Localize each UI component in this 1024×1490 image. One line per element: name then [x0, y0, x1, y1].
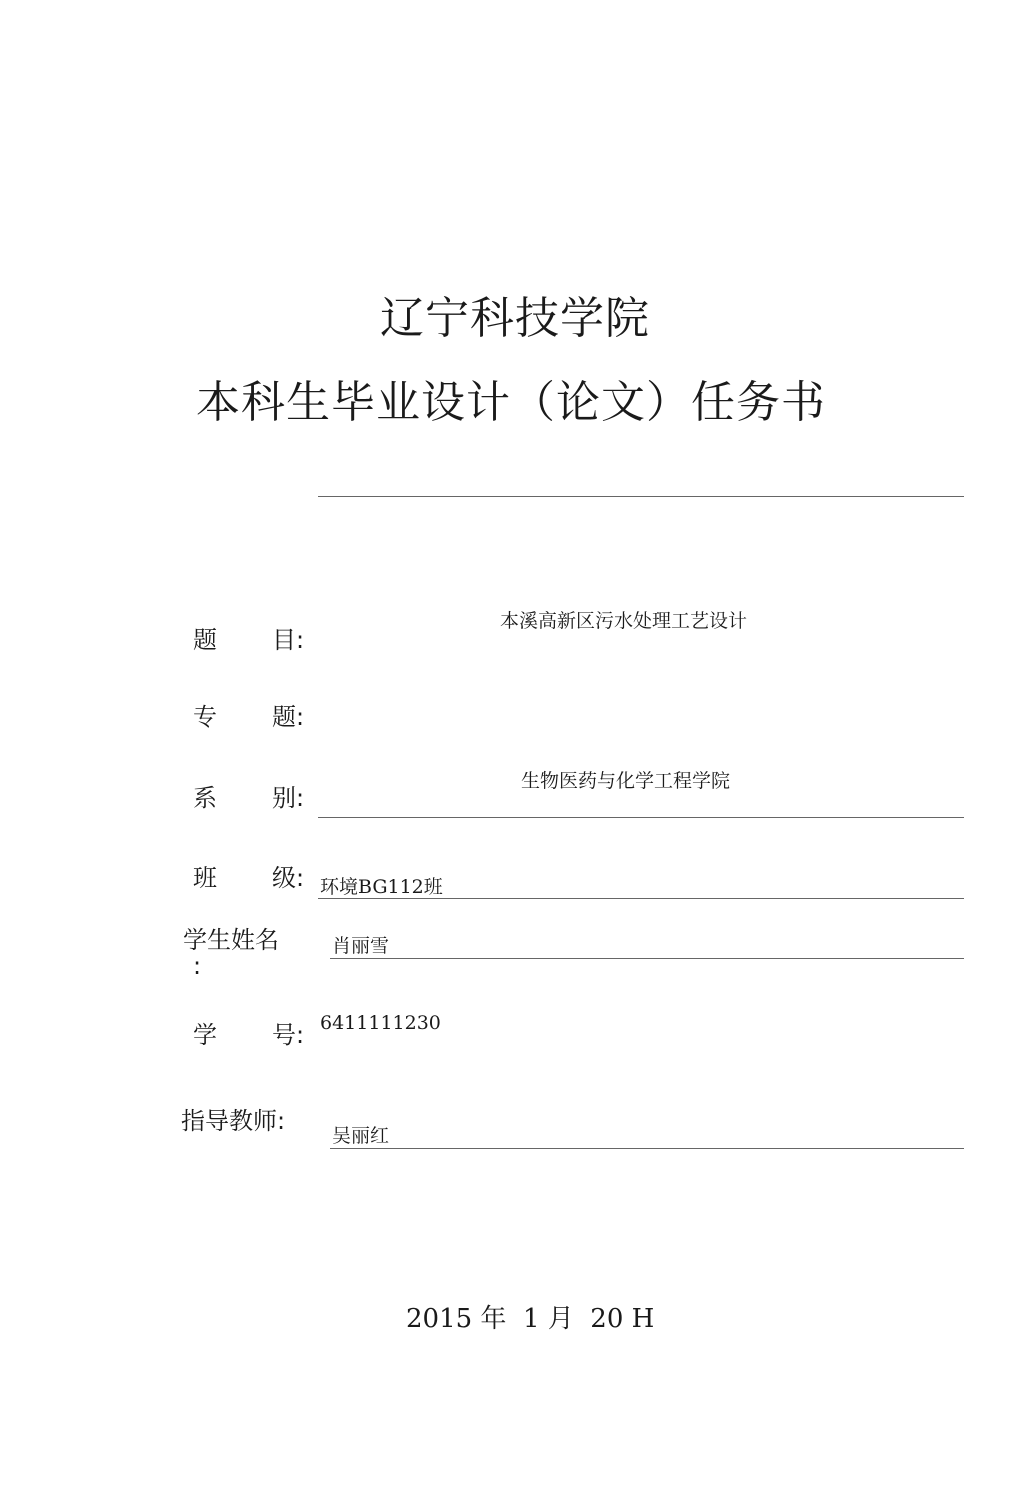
student-id-value: 6411111230 — [320, 1012, 441, 1034]
student-id-label-char2: 号: — [272, 1021, 305, 1049]
department-label-char2: 别: — [272, 784, 305, 812]
department-label-char1: 系 — [193, 784, 217, 812]
school-name: 辽宁科技学院 — [380, 293, 650, 344]
class-underline — [318, 898, 964, 899]
student-name-value: 肖丽雪 — [332, 935, 390, 957]
department-value: 生物医药与化学工程学院 — [521, 770, 731, 792]
header-divider — [318, 496, 964, 497]
class-value: 环境BG112班 — [320, 876, 443, 898]
special-label-char2: 题: — [272, 703, 305, 731]
topic-label-char2: 目: — [272, 626, 305, 654]
topic-value: 本溪高新区污水处理工艺设计 — [500, 610, 748, 632]
student-name-label: 学生姓名 — [183, 926, 279, 954]
topic-label-char1: 题 — [193, 626, 217, 654]
document-title: 本科生毕业设计（论文）任务书 — [196, 377, 826, 428]
issue-date: 2015 年 1 月 20 H — [406, 1304, 655, 1334]
special-label-char1: 专 — [193, 703, 217, 731]
advisor-underline — [330, 1148, 964, 1149]
student-name-underline — [330, 958, 964, 959]
department-underline — [318, 817, 964, 818]
student-id-label-char1: 学 — [193, 1021, 217, 1049]
class-label-char2: 级: — [272, 864, 305, 892]
advisor-label: 指导教师: — [181, 1107, 286, 1135]
class-label-char1: 班 — [193, 864, 217, 892]
advisor-value: 吴丽红 — [332, 1125, 390, 1147]
student-name-colon: : — [193, 952, 202, 980]
